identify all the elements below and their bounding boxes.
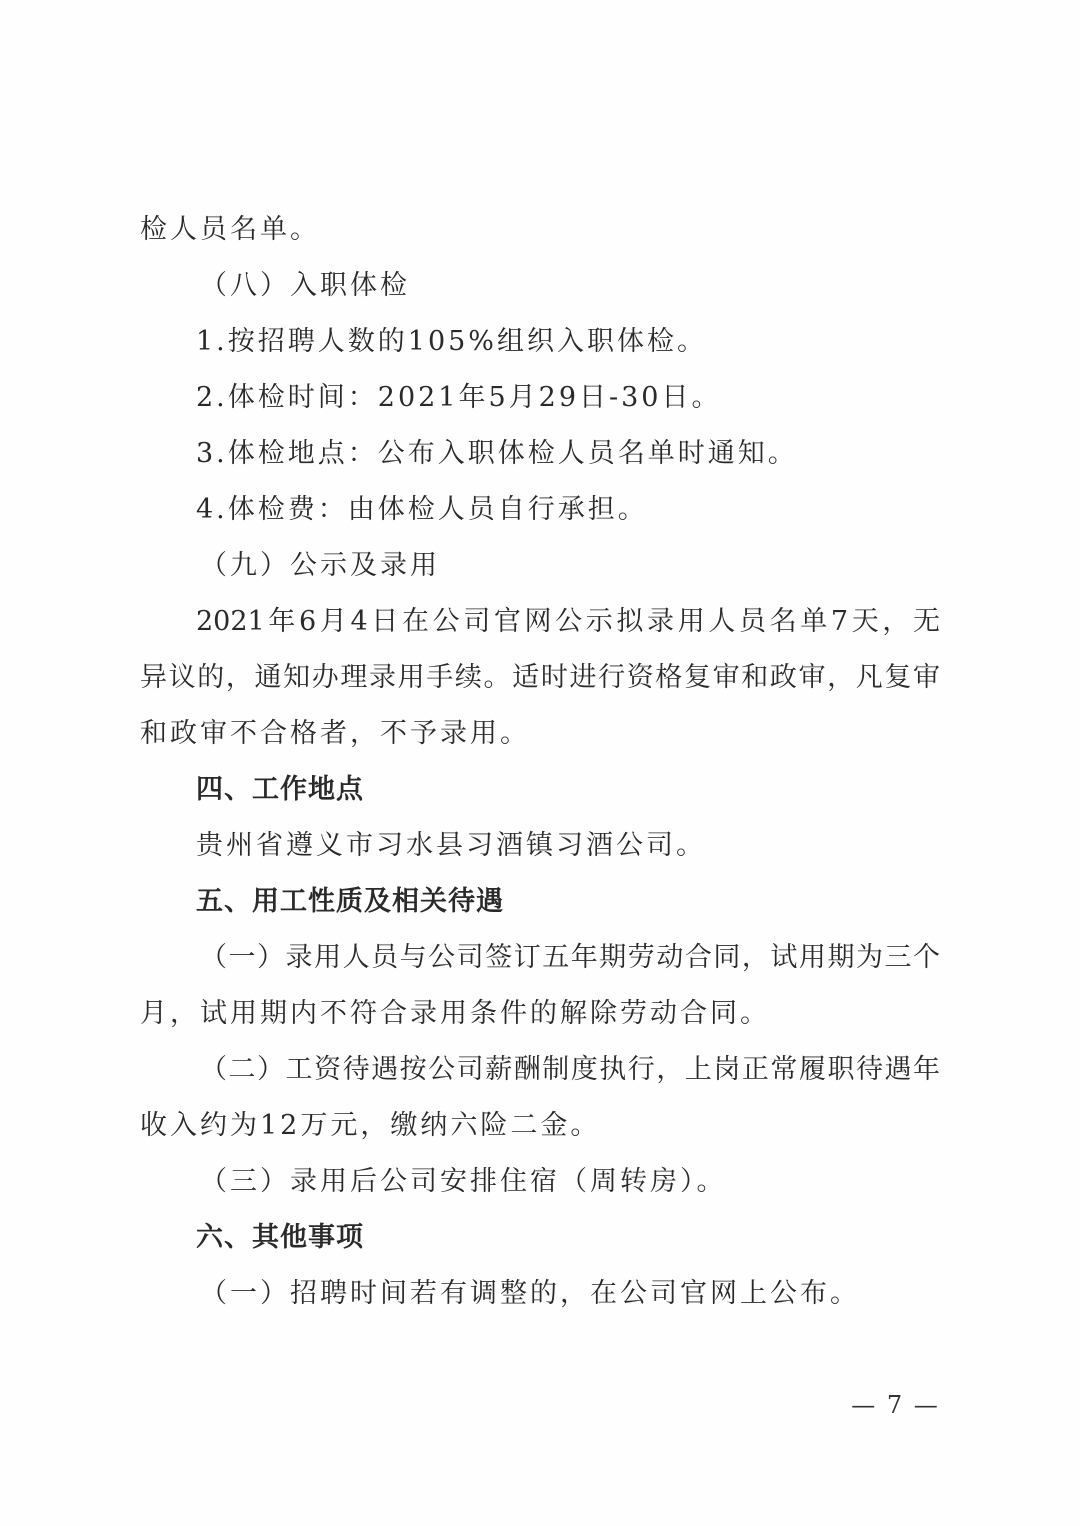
paragraph-line: （一）录用人员与公司签订五年期劳动合同，试用期为三个: [200, 942, 940, 973]
subsection-heading-9: （九）公示及录用: [200, 550, 440, 581]
list-item-4: 4.体检费：由体检人员自行承担。: [196, 494, 648, 525]
section-heading-6: 六、其他事项: [196, 1222, 364, 1253]
list-item-1: 1.按招聘人数的105%组织入职体检。: [196, 326, 707, 357]
list-item-2: 2.体检时间：2021年5月29日-30日。: [196, 382, 722, 413]
continuation-line: 检人员名单。: [140, 214, 320, 245]
paragraph-line: 月，试用期内不符合录用条件的解除劳动合同。: [140, 998, 770, 1029]
paragraph-line: 2021年6月4日在公司官网公示拟录用人员名单7天，无: [196, 606, 940, 637]
paragraph-line: （二）工资待遇按公司薪酬制度执行，上岗正常履职待遇年: [200, 1054, 940, 1085]
paragraph-line: （三）录用后公司安排住宿（周转房）。: [200, 1166, 727, 1197]
paragraph-line: 异议的，通知办理录用手续。适时进行资格复审和政审，凡复审: [140, 662, 940, 693]
list-item-3: 3.体检地点：公布入职体检人员名单时通知。: [196, 438, 798, 469]
page-number: — 7 —: [851, 1391, 940, 1419]
subsection-heading-8: （八）入职体检: [200, 270, 410, 301]
paragraph-line: （一）招聘时间若有调整的，在公司官网上公布。: [200, 1278, 860, 1309]
section-heading-4: 四、工作地点: [196, 774, 364, 805]
section-heading-5: 五、用工性质及相关待遇: [196, 886, 504, 917]
paragraph-line: 和政审不合格者，不予录用。: [140, 718, 530, 749]
paragraph-line: 收入约为12万元，缴纳六险二金。: [140, 1110, 601, 1141]
paragraph-line: 贵州省遵义市习水县习酒镇习酒公司。: [196, 830, 706, 861]
